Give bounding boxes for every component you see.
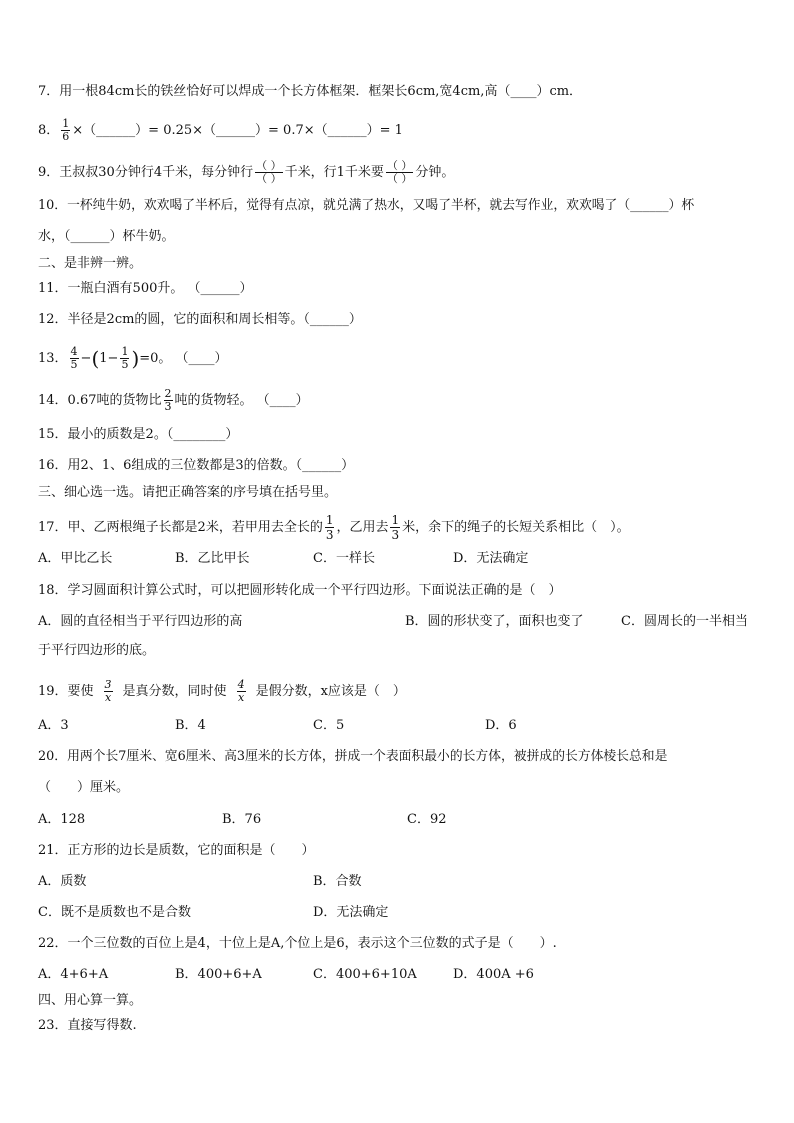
q19-option-c[interactable]: C．5 bbox=[313, 718, 345, 733]
question-10-line-1 bbox=[38, 197, 694, 215]
fraction bbox=[390, 513, 400, 542]
question-13 bbox=[38, 346, 228, 371]
question-23: 23．直接写得数. bbox=[38, 1018, 137, 1033]
denominator: （ ） bbox=[256, 172, 282, 185]
q21-option-d[interactable]: D．无法确定 bbox=[313, 905, 389, 920]
question-19-text-b: 是真分数，同时使 bbox=[122, 684, 227, 699]
denominator: （ ） bbox=[386, 172, 413, 185]
blank-fraction bbox=[255, 160, 283, 185]
question-number: 8． bbox=[38, 123, 60, 138]
q18-option-a[interactable]: A．圆的直径相当于平行四边形的高 bbox=[38, 614, 243, 629]
left-paren: ( bbox=[91, 346, 100, 371]
numerator: 1 bbox=[325, 513, 334, 527]
q17-option-a[interactable]: A．甲比乙长 bbox=[38, 551, 113, 566]
question-7-text: 7．用一根84cm长的铁丝恰好可以焊成一个长方体框架．框架长6cm,宽4cm,高（____）cm． bbox=[38, 84, 583, 99]
numerator: （ ） bbox=[386, 159, 413, 172]
fraction bbox=[164, 388, 173, 413]
numerator: 1 bbox=[121, 345, 129, 358]
question-17-text-b: ，乙用去 bbox=[336, 520, 389, 535]
question-9-text-c: 分钟。 bbox=[415, 165, 455, 180]
numerator: 3 bbox=[104, 678, 112, 691]
q20-option-b[interactable]: B．76 bbox=[222, 812, 262, 827]
question-number: 13． bbox=[38, 351, 68, 366]
question-18: 18．学习圆面积计算公式时，可以把圆形转化成一个平行四边形。下面说法正确的是（ ） bbox=[38, 583, 562, 598]
question-9-text-b: 千米，行1千米要 bbox=[284, 165, 384, 180]
q18-option-c[interactable]: C．圆周长的一半相当 bbox=[621, 614, 748, 629]
question-14-text-b: 吨的货物轻。 （____） bbox=[174, 393, 309, 408]
numerator: 4 bbox=[70, 345, 78, 358]
denominator: 5 bbox=[70, 358, 78, 371]
numerator: 2 bbox=[164, 387, 172, 400]
fraction bbox=[104, 679, 113, 704]
section-2-heading: 二、是非辨一辨。 bbox=[38, 256, 143, 271]
question-17-text-a: 17．甲、乙两根绳子长都是2米，若甲用去全长的 bbox=[38, 520, 323, 535]
one-minus: 1− bbox=[99, 351, 119, 366]
q22-option-d[interactable]: D．400A +6 bbox=[453, 967, 534, 982]
q22-option-b[interactable]: B．400+6+A bbox=[175, 967, 262, 982]
denominator: 3 bbox=[391, 528, 400, 542]
question-9-text-a: 9．王叔叔30分钟行4千米，每分钟行 bbox=[38, 165, 254, 180]
q21-option-b[interactable]: B．合数 bbox=[313, 874, 362, 889]
question-8 bbox=[38, 118, 403, 143]
q19-option-b[interactable]: B．4 bbox=[175, 718, 206, 733]
question-7 bbox=[38, 83, 582, 101]
q19-option-d[interactable]: D．6 bbox=[485, 718, 517, 733]
q17-option-b[interactable]: B．乙比甲长 bbox=[175, 551, 250, 566]
q22-option-c[interactable]: C．400+6+10A bbox=[313, 967, 417, 982]
denominator: 5 bbox=[121, 358, 129, 371]
fraction bbox=[120, 346, 129, 371]
q20-option-c[interactable]: C．92 bbox=[407, 812, 447, 827]
question-20-line-1: 20．用两个长7厘米、宽6厘米、高3厘米的长方体，拼成一个表面积最小的长方体，被拼成的长方体棱长总和是 bbox=[38, 749, 668, 764]
denominator: 6 bbox=[62, 130, 70, 143]
question-17 bbox=[38, 513, 630, 542]
denominator: x bbox=[237, 691, 245, 704]
question-9 bbox=[38, 160, 454, 185]
fraction bbox=[61, 118, 70, 143]
q22-option-a[interactable]: A．4+6+A bbox=[38, 967, 109, 982]
question-21: 21．正方形的边长是质数，它的面积是（ ） bbox=[38, 843, 315, 858]
q17-option-d[interactable]: D．无法确定 bbox=[453, 551, 529, 566]
q18-option-c-cont: 于平行四边形的底。 bbox=[38, 643, 156, 658]
question-17-text-c: 米，余下的绳子的长短关系相比（ ）。 bbox=[402, 520, 630, 535]
denominator: 3 bbox=[325, 528, 334, 542]
question-19 bbox=[38, 679, 406, 704]
question-14-text-a: 14．0.67吨的货物比 bbox=[38, 393, 162, 408]
question-10-text-cont: 水，（______）杯牛奶。 bbox=[38, 229, 175, 244]
question-19-text-c: 是假分数，x应该是（ ） bbox=[255, 684, 406, 699]
q21-option-c[interactable]: C．既不是质数也不是合数 bbox=[38, 905, 191, 920]
question-10-line-2 bbox=[38, 228, 175, 246]
question-20-line-2: （ ）厘米。 bbox=[38, 780, 130, 795]
question-12: 12．半径是2cm的圆，它的面积和周长相等。（______） bbox=[38, 312, 362, 327]
question-10-text: 10．一杯纯牛奶，欢欢喝了半杯后，觉得有点凉，就兑满了热水，又喝了半杯，就去写作业，欢欢喝了（______）杯 bbox=[38, 198, 695, 213]
minus-sign: − bbox=[80, 351, 92, 366]
section-4-heading: 四、用心算一算。 bbox=[38, 993, 143, 1008]
q17-option-c[interactable]: C．一样长 bbox=[313, 551, 375, 566]
numerator: （ ） bbox=[256, 159, 282, 172]
q18-option-b[interactable]: B．圆的形状变了，面积也变了 bbox=[405, 614, 584, 629]
fraction bbox=[325, 513, 335, 542]
numerator: 1 bbox=[62, 117, 70, 130]
fraction bbox=[237, 679, 246, 704]
numerator: 4 bbox=[237, 678, 245, 691]
q19-option-a[interactable]: A．3 bbox=[38, 718, 69, 733]
section-3-heading: 三、细心选一选。请把正确答案的序号填在括号里。 bbox=[38, 485, 338, 500]
fraction bbox=[70, 346, 79, 371]
question-13-tail: =0。 （____） bbox=[139, 351, 228, 366]
question-8-text: ×（______）= 0.25×（______）= 0.7×（______）= 1 bbox=[72, 123, 403, 138]
question-16: 16．用2、1、6组成的三位数都是3的倍数。（______） bbox=[38, 458, 355, 473]
q20-option-a[interactable]: A．128 bbox=[38, 812, 86, 827]
blank-fraction bbox=[386, 160, 414, 185]
question-22: 22．一个三位数的百位上是4，十位上是A,个位上是6，表示这个三位数的式子是（ ）. bbox=[38, 936, 557, 951]
question-15: 15．最小的质数是2。（________） bbox=[38, 427, 239, 442]
question-14 bbox=[38, 388, 309, 413]
denominator: 3 bbox=[164, 400, 172, 413]
question-11: 11．一瓶白酒有500升。 （______） bbox=[38, 281, 253, 296]
q21-option-a[interactable]: A．质数 bbox=[38, 874, 87, 889]
question-19-text-a: 19．要使 bbox=[38, 684, 94, 699]
numerator: 1 bbox=[391, 513, 400, 527]
right-paren: ) bbox=[131, 346, 140, 371]
denominator: x bbox=[104, 691, 112, 704]
